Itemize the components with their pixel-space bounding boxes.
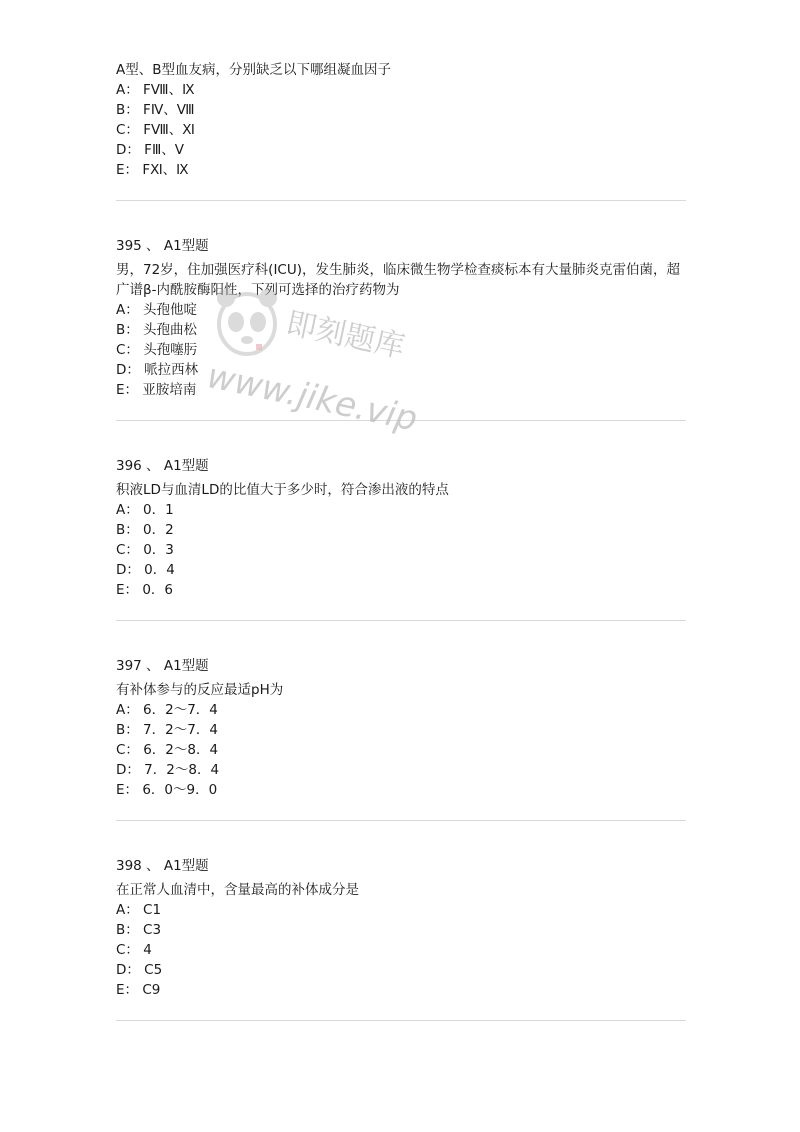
question-header: 395 、 A1型题 <box>116 238 209 254</box>
option-d: D： FⅢ、Ⅴ <box>116 142 184 158</box>
watermark-brand: 即刻题库 <box>283 305 408 366</box>
watermark-url: www.jike.vip <box>203 356 421 440</box>
question-header: 397 、 A1型题 <box>116 658 209 674</box>
question-block-396 <box>116 456 686 600</box>
option-c: C： 0．3 <box>116 542 174 558</box>
option-d: D： C5 <box>116 962 163 978</box>
option-a: A： 0．1 <box>116 502 174 518</box>
question-block-397 <box>116 656 686 800</box>
option-b: B： C3 <box>116 922 162 938</box>
option-a: A： C1 <box>116 902 162 918</box>
option-c: C： 4 <box>116 942 152 958</box>
option-a: A： FⅧ、Ⅸ <box>116 82 195 98</box>
question-stem: 有补体参与的反应最适pH为 <box>116 682 284 698</box>
option-b: B： 头孢曲松 <box>116 322 198 338</box>
option-b: B： 7．2～7．4 <box>116 722 218 738</box>
option-e: E： 亚胺培南 <box>116 382 197 398</box>
divider <box>116 620 686 621</box>
question-block-398 <box>116 856 686 1000</box>
question-stem: 在正常人血清中，含量最高的补体成分是 <box>116 882 359 898</box>
option-c: C： 6．2～8．4 <box>116 742 219 758</box>
option-e: E： 0．6 <box>116 582 173 598</box>
option-d: D： 7．2～8．4 <box>116 762 220 778</box>
question-stem: 男，72岁，住加强医疗科(ICU)，发生肺炎，临床微生物学检查痰标本有大量肺炎克雷伯菌，超广谱β-内酰胺酶阳性，下列可选择的治疗药物为 <box>116 262 680 298</box>
divider <box>116 420 686 421</box>
option-b: B： 0．2 <box>116 522 174 538</box>
question-block-395 <box>116 236 686 400</box>
divider <box>116 1020 686 1021</box>
option-e: E： C9 <box>116 982 161 998</box>
option-e: E： FⅪ、Ⅸ <box>116 162 189 178</box>
option-c: C： FⅧ、Ⅺ <box>116 122 195 138</box>
divider <box>116 200 686 201</box>
question-header: 398 、 A1型题 <box>116 858 209 874</box>
option-b: B： FⅣ、Ⅷ <box>116 102 195 118</box>
option-c: C： 头孢噻肟 <box>116 342 198 358</box>
divider <box>116 820 686 821</box>
option-d: D： 0．4 <box>116 562 175 578</box>
option-e: E： 6．0～9．0 <box>116 782 218 798</box>
option-a: A： 头孢他啶 <box>116 302 198 318</box>
option-a: A： 6．2～7．4 <box>116 702 218 718</box>
question-block <box>116 60 686 180</box>
question-stem: A型、B型血友病，分别缺乏以下哪组凝血因子 <box>116 62 391 78</box>
question-stem: 积液LD与血清LD的比值大于多少时，符合渗出液的特点 <box>116 482 449 498</box>
question-header: 396 、 A1型题 <box>116 458 209 474</box>
option-d: D： 哌拉西林 <box>116 362 199 378</box>
